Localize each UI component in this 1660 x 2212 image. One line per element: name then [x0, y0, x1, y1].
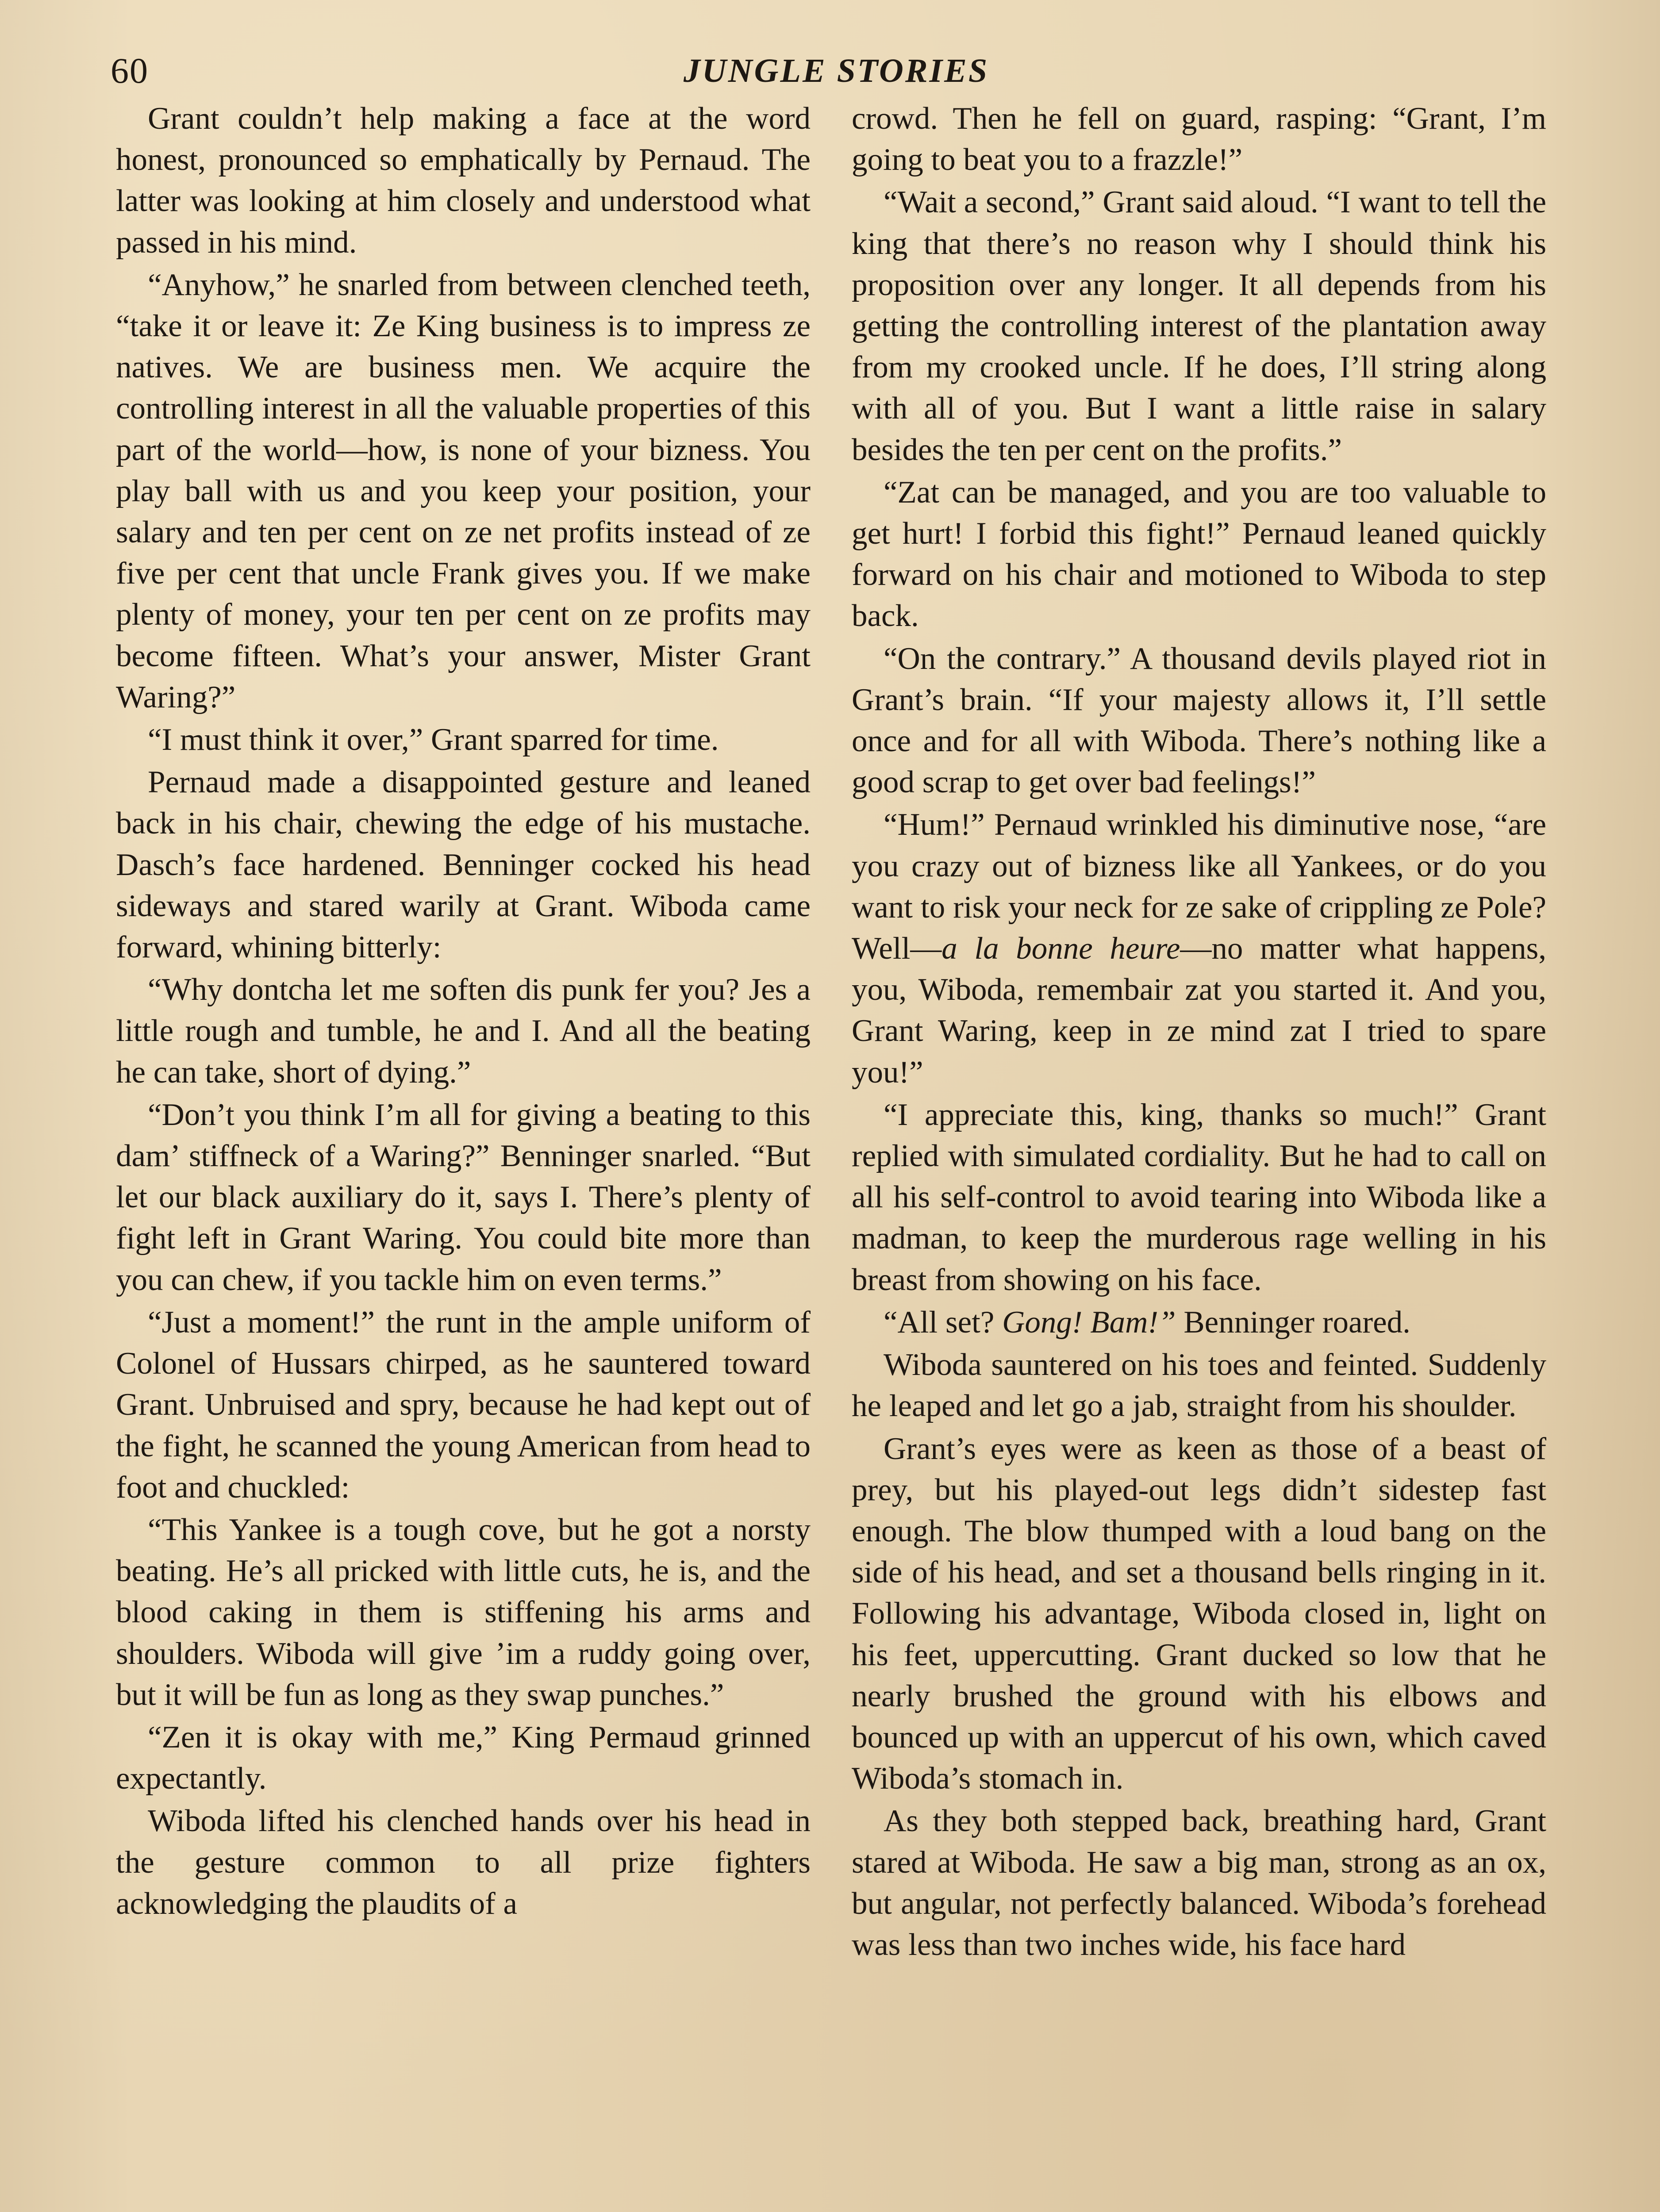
paragraph: “I must think it over,” Grant sparred for time. [148, 722, 719, 757]
text-run: “Hum!” Pernaud wrinkled his diminutive nose, “are you crazy out of bizness like all Yankees, or do you want to risk your neck for ze sake of crippling ze Pole? Well— [852, 807, 1546, 966]
paragraph: Grant’s eyes were as keen as those of a beast of prey, but his played-out legs didn’t sidestep fast enough. The blow thumped with a loud bang on the side of his head, and set a thousand bells ringing in it. Following his advantage, Wiboda closed in, light on his feet, uppercutting. Grant ducked so low that he nearly brushed the ground with his elbows and bounced up with an uppercut of his own, which caved Wiboda’s stomach in. [852, 1431, 1546, 1796]
right-column [852, 98, 1546, 2212]
text-run: Benninger roared. [1176, 1305, 1410, 1340]
paragraph: “Don’t you think I’m all for giving a beating to this dam’ stiffneck of a Waring?” Benninger snarled. “But let our black auxiliary do it, says I. There’s plenty of fight left in Grant Waring. You could bite more than you can chew, if you tackle him on even terms.” [116, 1097, 811, 1297]
page-number: 60 [111, 50, 149, 91]
running-title: JUNGLE STORIES [683, 52, 989, 89]
paragraph [852, 1302, 1546, 1343]
paragraph: Pernaud made a disappointed gesture and leaned back in his chair, chewing the edge of his mustache. Dasch’s face hardened. Benninger cocked his head sideways and stared warily at Grant. Wiboda came forward, whining bitterly: [116, 765, 811, 965]
paragraph: Grant couldn’t help making a face at the word honest, pronounced so emphatically by Pernaud. The latter was looking at him closely and understood what passed in his mind. [116, 101, 811, 260]
left-column [116, 98, 811, 2212]
italic-phrase: Gong! Bam!” [1002, 1305, 1176, 1340]
page-header [111, 46, 1562, 95]
paragraph: “Anyhow,” he snarled from between clenched teeth, “take it or leave it: Ze King business is to impress ze natives. We are business men. We acquire the controlling interest in all the valuable properties of this part of the world—how, is none of your bizness. You play ball with us and you keep your position, your salary and ten per cent on ze net profits instead of ze five per cent that uncle Frank gives you. If we make plenty of money, your ten per cent on ze profits may become fifteen. What’s your answer, Mister Grant Waring?” [116, 267, 811, 714]
paragraph: “On the contrary.” A thousand devils played riot in Grant’s brain. “If your majesty allows it, I’ll settle once and for all with Wiboda. There’s nothing like a good scrap to get over bad feelings!” [852, 641, 1546, 800]
paragraph: “This Yankee is a tough cove, but he got a norsty beating. He’s all pricked with little cuts, he is, and the blood caking in them is stiffening his arms and shoulders. Wiboda will give ’im a ruddy going over, but it will be fun as long as they swap punches.” [116, 1512, 811, 1712]
paragraph [852, 804, 1546, 1093]
italic-phrase: a la bonne heure [941, 931, 1180, 966]
paragraph: “I appreciate this, king, thanks so much!” Grant replied with simulated cordiality. But he had to call on all his self-control to avoid tearing into Wiboda like a madman, to keep the murderous rage welling in his breast from showing on his face. [852, 1097, 1546, 1297]
paragraph: Wiboda sauntered on his toes and feinted. Suddenly he leaped and let go a jab, straight from his shoulder. [852, 1348, 1546, 1424]
paragraph: “Why dontcha let me soften dis punk fer you? Jes a little rough and tumble, he and I. And all the beating he can take, short of dying.” [116, 972, 811, 1090]
continued-paragraph: crowd. Then he fell on guard, rasping: “Grant, I’m going to beat you to a frazzle!” [852, 101, 1546, 177]
paragraph: “Just a moment!” the runt in the ample uniform of Colonel of Hussars chirped, as he sauntered toward Grant. Unbruised and spry, because he had kept out of the fight, he scanned the young American from head to foot and chuckled: [116, 1305, 811, 1505]
paragraph: As they both stepped back, breathing hard, Grant stared at Wiboda. He saw a big man, strong as an ox, but angular, not perfectly balanced. Wiboda’s forehead was less than two inches wide, his face hard [852, 1804, 1546, 1962]
paragraph: “Wait a second,” Grant said aloud. “I want to tell the king that there’s no reason why I should think his proposition over any longer. It all depends from his getting the controlling interest of the plantation away from my crooked uncle. If he does, I’ll string along with all of you. But I want a little raise in salary besides the ten per cent on the profits.” [852, 185, 1546, 467]
text-run: “All set? [884, 1305, 1003, 1340]
text-run: —no matter what happens, you, Wiboda, remembair zat you started it. And you, Grant Waring, keep in ze mind zat I tried to spare you!” [852, 931, 1546, 1090]
paragraph: Wiboda lifted his clenched hands over his head in the gesture common to all prize fighters acknowledging the plaudits of a [116, 1804, 811, 1921]
paragraph: “Zat can be managed, and you are too valuable to get hurt! I forbid this fight!” Pernaud leaned quickly forward on his chair and motioned to Wiboda to step back. [852, 475, 1546, 634]
paragraph: “Zen it is okay with me,” King Permaud grinned expectantly. [116, 1720, 811, 1796]
